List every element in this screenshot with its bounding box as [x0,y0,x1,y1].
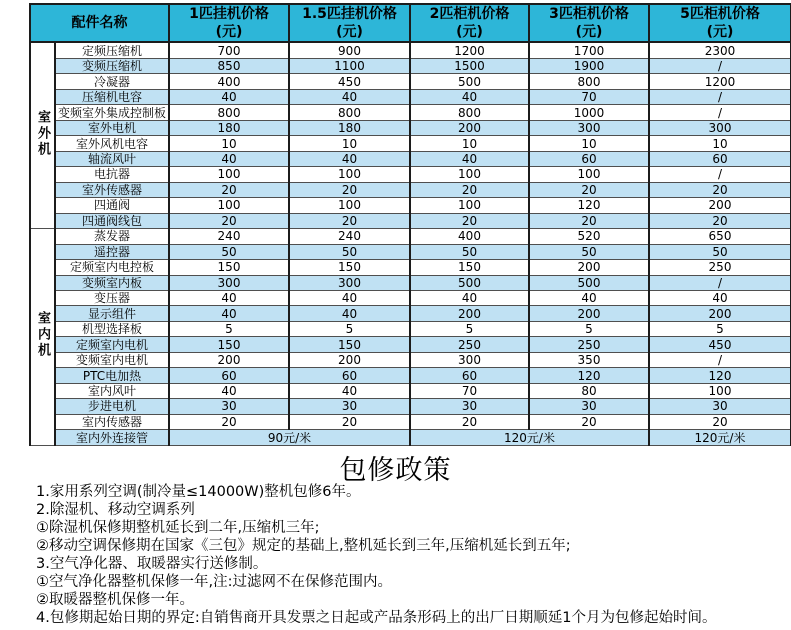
price-cell: 40 [649,290,791,305]
price-cell: 20 [410,414,529,429]
part-name: 变频室外集成控制板 [55,105,169,120]
price-cell: 150 [410,260,529,275]
table-row [30,151,791,166]
part-name: 四通阀 [55,198,169,213]
group-label-text: 室外机 [35,109,50,158]
price-cell: 500 [529,275,649,290]
price-cell: 650 [649,229,791,244]
price-cell: 400 [410,229,529,244]
price-cell: 40 [289,151,410,166]
policy-line: ①除湿机保修期整机延长到二年,压缩机三年; [36,520,320,536]
price-cell: 450 [289,74,410,89]
header-col-5p [649,4,791,42]
table-row [30,399,791,414]
price-cell: 500 [410,275,529,290]
price-cell: 120 [529,368,649,383]
header-col-5p-unit: (元) [706,24,734,41]
table-row [30,321,791,336]
price-table-body [30,42,791,445]
price-cell: 30 [529,399,649,414]
header-col-1p-unit: (元) [215,24,243,41]
price-cell: 200 [649,306,791,321]
price-cell: 10 [529,136,649,151]
part-name: 室外风机电容 [55,136,169,151]
price-cell: 5 [529,321,649,336]
policy-line: 2.除湿机、移动空调系列 [36,502,195,518]
price-cell: 20 [649,182,791,197]
part-name: 步进电机 [55,399,169,414]
price-cell: 60 [169,368,289,383]
price-cell: 180 [289,120,410,135]
price-cell: 20 [169,213,289,228]
table-row [30,167,791,182]
price-cell: 1200 [649,74,791,89]
price-cell: 1000 [529,105,649,120]
price-cell: 10 [169,136,289,151]
price-cell: 300 [410,352,529,367]
price-cell: 20 [649,414,791,429]
price-cell: 10 [410,136,529,151]
price-cell: 40 [289,89,410,104]
price-cell: 850 [169,58,289,73]
merged-price-cell: 120元/米 [410,430,649,446]
part-name: 定频室内电控板 [55,260,169,275]
price-cell: 100 [169,198,289,213]
part-name: PTC电加热 [55,368,169,383]
price-cell: 200 [529,306,649,321]
price-cell: 200 [289,352,410,367]
price-cell: 30 [410,399,529,414]
policy-line: ②取暖器整机保修一年。 [36,592,194,608]
table-row [30,290,791,305]
part-name: 室内外连接管 [55,430,169,446]
part-name: 冷凝器 [55,74,169,89]
price-cell: 1500 [410,58,529,73]
price-cell: 40 [169,306,289,321]
price-cell: 150 [169,337,289,352]
price-cell: 1100 [289,58,410,73]
price-cell: 40 [410,151,529,166]
price-cell: 200 [410,120,529,135]
price-cell: 200 [410,306,529,321]
price-cell: 10 [289,136,410,151]
part-name: 室内风叶 [55,383,169,398]
header-col-1-5p [289,4,410,42]
price-cell: 240 [169,229,289,244]
price-cell: 500 [410,74,529,89]
header-col-2p-unit: (元) [456,24,483,41]
price-cell: 150 [289,260,410,275]
price-cell: 100 [529,167,649,182]
table-row [30,198,791,213]
table-row [30,306,791,321]
price-cell: 40 [410,290,529,305]
price-cell: 60 [529,151,649,166]
part-name: 四通阀线包 [55,213,169,228]
price-cell: 250 [529,337,649,352]
price-cell: 180 [169,120,289,135]
price-cell: / [649,105,791,120]
price-cell: 120 [649,368,791,383]
price-cell: 70 [529,89,649,104]
price-cell: 40 [169,151,289,166]
price-cell: 20 [169,182,289,197]
price-cell: 800 [529,74,649,89]
price-cell: 40 [169,89,289,104]
price-cell: 520 [529,229,649,244]
price-cell: 100 [169,167,289,182]
table-row [30,42,791,58]
price-cell: 50 [649,244,791,259]
price-cell: 200 [649,198,791,213]
table-row [30,89,791,104]
header-parts-name: 配件名称 [30,4,169,42]
merged-price-cell: 120元/米 [649,430,791,446]
table-row [30,260,791,275]
header-col-1p [169,4,289,42]
price-cell: 150 [169,260,289,275]
group-label-indoor-unit [30,229,55,446]
policy-line: ②移动空调保修期在国家《三包》规定的基础上,整机延长到三年,压缩机延长到五年; [36,538,571,554]
table-row [30,120,791,135]
header-col-2p [410,4,529,42]
price-cell: 80 [529,383,649,398]
table-row [30,58,791,73]
part-name: 电抗器 [55,167,169,182]
price-cell: 20 [529,213,649,228]
price-cell: 40 [289,383,410,398]
price-cell: 400 [169,74,289,89]
part-name: 室内传感器 [55,414,169,429]
table-row [30,213,791,228]
table-header [30,4,791,42]
price-cell: 40 [410,89,529,104]
price-cell: 100 [649,383,791,398]
price-cell: 700 [169,42,289,58]
header-col-3p [529,4,649,42]
price-cell: 5 [649,321,791,336]
table-row [30,414,791,429]
price-cell: 200 [529,260,649,275]
price-cell: 40 [289,306,410,321]
price-cell: 50 [529,244,649,259]
price-cell: 300 [169,275,289,290]
price-cell: 300 [649,120,791,135]
part-name: 蒸发器 [55,229,169,244]
price-cell: 800 [169,105,289,120]
price-cell: 150 [289,337,410,352]
price-cell: 2300 [649,42,791,58]
price-cell: 40 [289,290,410,305]
price-cell: 60 [649,151,791,166]
header-row [30,4,791,42]
price-cell: 100 [289,167,410,182]
table-row [30,275,791,290]
price-cell: 300 [529,120,649,135]
table-row [30,368,791,383]
price-cell: 900 [289,42,410,58]
part-name: 机型选择板 [55,321,169,336]
price-cell: 10 [649,136,791,151]
table-row [30,383,791,398]
price-cell: 20 [410,213,529,228]
parts-price-table [29,3,791,446]
table-row [30,182,791,197]
price-cell: 20 [169,414,289,429]
policy-lines [36,483,788,627]
price-cell: 60 [410,368,529,383]
price-cell: 350 [529,352,649,367]
price-cell: / [649,352,791,367]
price-cell: 40 [169,290,289,305]
part-name: 定频室内电机 [55,337,169,352]
group-label-outdoor-unit [30,42,55,228]
price-cell: 40 [529,290,649,305]
policy-line: 3.空气净化器、取暖器实行送修制。 [36,556,268,572]
header-col-3p-label: 3匹柜机价格 [549,6,629,22]
price-cell: 20 [289,414,410,429]
price-cell: 100 [410,198,529,213]
price-cell: 250 [649,260,791,275]
price-cell: / [649,167,791,182]
part-name: 变频压缩机 [55,58,169,73]
part-name: 室外传感器 [55,182,169,197]
part-name: 变压器 [55,290,169,305]
price-cell: 20 [529,414,649,429]
price-cell: 120 [529,198,649,213]
header-col-2p-label: 2匹柜机价格 [429,6,510,22]
group-label-text: 室内机 [35,311,50,360]
part-name: 轴流风叶 [55,151,169,166]
price-cell: 20 [529,182,649,197]
table-row [30,337,791,352]
price-cell: 5 [289,321,410,336]
part-name: 压缩机电容 [55,89,169,104]
price-cell: 800 [410,105,529,120]
price-cell: 70 [410,383,529,398]
part-name: 遥控器 [55,244,169,259]
price-cell: 250 [410,337,529,352]
price-cell: 50 [410,244,529,259]
table-row [30,105,791,120]
price-cell: 40 [169,383,289,398]
header-col-1-5p-label: 1.5匹挂机价格 [302,6,397,22]
price-cell: 240 [289,229,410,244]
price-cell: 50 [169,244,289,259]
price-cell: 1900 [529,58,649,73]
part-name: 室外电机 [55,120,169,135]
price-cell: 800 [289,105,410,120]
price-cell: 100 [289,198,410,213]
price-cell: 100 [410,167,529,182]
table-row [30,352,791,367]
header-col-3p-unit: (元) [575,24,603,41]
table-row [30,229,791,244]
price-cell: 50 [289,244,410,259]
price-cell: 30 [289,399,410,414]
price-cell: 20 [289,182,410,197]
price-cell: 30 [649,399,791,414]
price-cell: 30 [169,399,289,414]
policy-title: 包修政策 [339,455,452,486]
price-cell: 5 [169,321,289,336]
table-row [30,136,791,151]
price-cell: / [649,89,791,104]
price-cell: 60 [289,368,410,383]
price-cell: / [649,58,791,73]
header-col-1-5p-unit: (元) [336,24,363,41]
price-cell: 5 [410,321,529,336]
price-cell: 450 [649,337,791,352]
part-name: 变频室内板 [55,275,169,290]
policy-line: ①空气净化器整机保修一年,注:过滤网不在保修范围内。 [36,574,392,590]
price-cell: 1200 [410,42,529,58]
policy-line: 1.家用系列空调(制冷量≤14000W)整机包修6年。 [36,484,361,500]
price-cell: 20 [649,213,791,228]
price-cell: 1700 [529,42,649,58]
table-row [30,430,791,446]
part-name: 显示组件 [55,306,169,321]
price-cell: 200 [169,352,289,367]
price-cell: / [649,275,791,290]
header-col-5p-label: 5匹柜机价格 [680,6,760,22]
price-cell: 20 [289,213,410,228]
table-row [30,244,791,259]
header-col-1p-label: 1匹挂机价格 [189,6,269,22]
policy-line: 4.包修期起始日期的界定:自销售商开具发票之日起或产品条形码上的出厂日期顺延1个月为包修起始时间。 [36,610,717,626]
part-name: 变频室内电机 [55,352,169,367]
price-cell: 20 [410,182,529,197]
price-cell: 300 [289,275,410,290]
part-name: 定频压缩机 [55,42,169,58]
table-row [30,74,791,89]
merged-price-cell: 90元/米 [169,430,410,446]
